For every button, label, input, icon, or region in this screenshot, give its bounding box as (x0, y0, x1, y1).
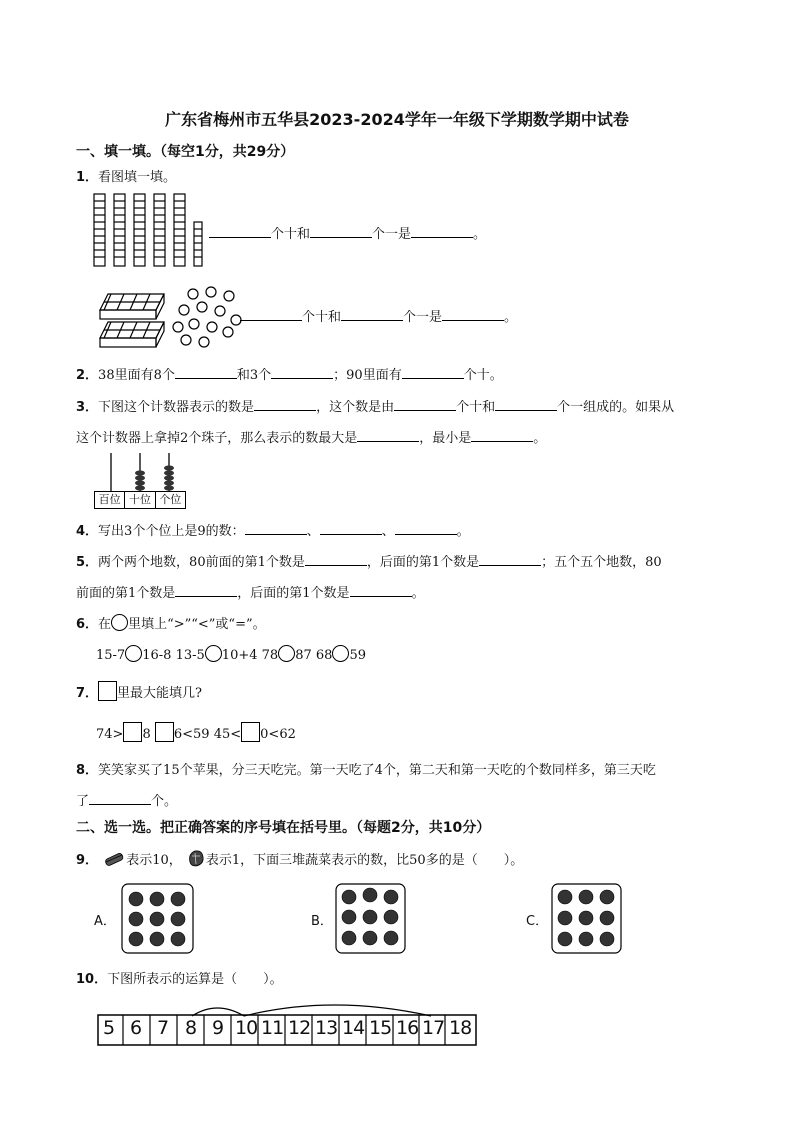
question-3-line-2: 这个计数器上拿掉2个珠子，那么表示的数最大是 ，最小是 。 (76, 431, 547, 446)
page-title: 广东省梅州市五华县2023-2024学年一年级下学期数学期中试卷 (165, 110, 629, 129)
compare-circle[interactable] (332, 645, 349, 662)
answer-blank[interactable] (341, 308, 403, 321)
ten-rod (114, 194, 125, 266)
tick-label: 6 (130, 1017, 143, 1039)
tick-label: 7 (157, 1017, 170, 1039)
cabbage-icon (558, 890, 572, 904)
abacus-bead (135, 470, 145, 475)
cabbage-icon (600, 932, 614, 946)
question-5-line-2: 前面的第1个数是 ，后面的第1个数是 。 (76, 586, 425, 601)
abacus-bead (135, 475, 145, 480)
cabbage-icon (579, 890, 593, 904)
cabbage-icon (363, 931, 377, 945)
question-3-line-1: 3．下图这个计数器表示的数是 ，这个数是由 个十和 个一组成的。如果从 (76, 400, 675, 415)
cabbage-icon (171, 932, 185, 946)
cabbage-icon (558, 911, 572, 925)
tick-label: 11 (261, 1017, 284, 1039)
answer-blank[interactable] (305, 553, 367, 566)
question-6-prompt: 6．在 里填上“>”“<”或“=”。 (76, 613, 266, 632)
answer-blank[interactable] (320, 522, 382, 535)
cabbage-icon (384, 931, 398, 945)
cabbage-icon (150, 892, 164, 906)
answer-blank[interactable] (411, 225, 473, 238)
option-c-vegetable-pile[interactable] (551, 883, 622, 954)
question-2: 2．38里面有8个 和3个 ；90里面有 个十。 (76, 368, 503, 383)
answer-blank[interactable] (357, 429, 419, 442)
ten-rods-figure (92, 192, 207, 268)
tick-label: 8 (185, 1017, 198, 1039)
abacus-label-tens: 十位 (125, 492, 155, 508)
q1-row2-answer-line: 个十和 个一是 。 (240, 306, 517, 325)
abacus-bead (164, 465, 174, 470)
answer-box[interactable] (155, 722, 174, 742)
answer-blank[interactable] (495, 398, 557, 411)
answer-box[interactable] (241, 722, 260, 742)
answer-blank[interactable] (245, 522, 307, 535)
ten-rod (154, 194, 165, 266)
answer-box (98, 681, 117, 701)
abacus-bead (135, 485, 145, 490)
cabbage-icon (171, 912, 185, 926)
section-2-heading: 二、选一选。把正确答案的序号填在括号里。（每题2分，共10分） (76, 820, 491, 836)
answer-blank[interactable] (395, 522, 457, 535)
q1-row1-answer-line: 个十和 个一是 。 (209, 223, 486, 242)
cabbage-icon (171, 892, 185, 906)
answer-blank[interactable] (394, 398, 456, 411)
compare-circle[interactable] (125, 645, 142, 662)
compare-circle (111, 614, 128, 631)
tick-label: 9 (212, 1017, 225, 1039)
tick-label: 16 (396, 1017, 419, 1039)
answer-blank[interactable] (254, 398, 316, 411)
tick-label: 5 (103, 1017, 116, 1039)
question-8-line-2: 了 个。 (76, 794, 178, 809)
cabbage-icon (600, 890, 614, 904)
abacus-bead (164, 475, 174, 480)
tick-label: 13 (315, 1017, 338, 1039)
cabbage-icon (129, 912, 143, 926)
compare-circle[interactable] (205, 645, 222, 662)
answer-blank[interactable] (175, 584, 237, 597)
answer-blank[interactable] (442, 308, 504, 321)
ten-rod (134, 194, 145, 266)
option-a-vegetable-pile[interactable] (121, 883, 194, 954)
option-b-label[interactable]: B． (311, 914, 333, 929)
answer-blank[interactable] (350, 584, 412, 597)
answer-blank[interactable] (271, 366, 333, 379)
cabbage-icon (600, 911, 614, 925)
abacus-base (94, 491, 186, 509)
answer-blank[interactable] (175, 366, 237, 379)
abacus-label-ones: 个位 (159, 493, 182, 506)
abacus-bead (164, 470, 174, 475)
cabbage-icon (129, 932, 143, 946)
compare-circle[interactable] (278, 645, 295, 662)
abacus-bead (164, 480, 174, 485)
cabbage-icon (342, 931, 356, 945)
cabbage-icon (342, 890, 356, 904)
question-6-items: 15-7 16-8 13-5 10+4 78 87 68 59 (96, 645, 366, 663)
abacus-bead (164, 485, 174, 490)
abacus-label-hundreds: 百位 (95, 492, 125, 508)
tick-label: 18 (449, 1017, 472, 1039)
abacus-bead (135, 480, 145, 485)
answer-blank[interactable] (240, 308, 302, 321)
ten-rod (174, 194, 185, 266)
tick-label: 15 (369, 1017, 392, 1039)
question-1-prompt: 1．看图填一填。 (76, 170, 177, 185)
cabbage-icon (150, 912, 164, 926)
question-9-prompt: 9． 表示10， 表示1，下面三堆蔬菜表示的数，比50多的是（ ）。 (76, 848, 523, 868)
tick-label: 17 (422, 1017, 445, 1039)
cabbage-icon (384, 910, 398, 924)
answer-blank[interactable] (479, 553, 541, 566)
section-1-heading: 一、填一填。（每空1分，共29分） (76, 144, 295, 160)
option-a-label[interactable]: A． (94, 914, 116, 929)
question-5-line-1: 5．两个两个地数，80前面的第1个数是 ，后面的第1个数是 ；五个五个地数，80 (76, 555, 662, 570)
cabbage-icon (579, 932, 593, 946)
cabbage-icon (342, 910, 356, 924)
question-10-prompt: 10．下图所表示的运算是（ ）。 (76, 972, 283, 987)
tick-label: 14 (342, 1017, 365, 1039)
abacus-rods (94, 451, 186, 491)
question-7-items: 74> 8 6<59 45< 0<62 (96, 722, 296, 742)
tick-label: 12 (288, 1017, 311, 1039)
option-c-label[interactable]: C． (526, 914, 549, 929)
answer-box[interactable] (123, 722, 142, 742)
number-line-dividers (97, 1015, 477, 1045)
egg-trays-and-circles-figure (98, 280, 243, 348)
cabbage-icon (363, 888, 377, 902)
ten-rod (94, 194, 105, 266)
answer-blank[interactable] (209, 225, 271, 238)
egg-tray (100, 322, 164, 347)
egg-tray (100, 294, 164, 319)
cabbage-icon (129, 892, 143, 906)
answer-blank[interactable] (402, 366, 464, 379)
question-4: 4．写出3个个位上是9的数： 、 、 。 (76, 524, 470, 539)
cabbage-icon (384, 890, 398, 904)
answer-blank[interactable] (471, 429, 533, 442)
vegetable-bundle-icon (102, 850, 126, 868)
option-b-vegetable-pile[interactable] (335, 883, 406, 954)
answer-blank[interactable] (89, 792, 151, 805)
cabbage-icon (579, 911, 593, 925)
unit-cubes (194, 222, 202, 266)
loose-circles (173, 287, 241, 347)
abacus-figure (94, 451, 186, 509)
tick-label: 10 (235, 1017, 258, 1039)
cabbage-icon (150, 932, 164, 946)
question-7-prompt: 7． 里最大能填几? (76, 681, 202, 701)
question-8-line-1: 8．笑笑家买了15个苹果，分三天吃完。第一天吃了4个，第二天和第一天吃的个数同样多，第三天吃 (76, 763, 656, 778)
cabbage-icon (363, 910, 377, 924)
cabbage-icon (558, 932, 572, 946)
answer-blank[interactable] (310, 225, 372, 238)
cabbage-icon (186, 848, 206, 868)
